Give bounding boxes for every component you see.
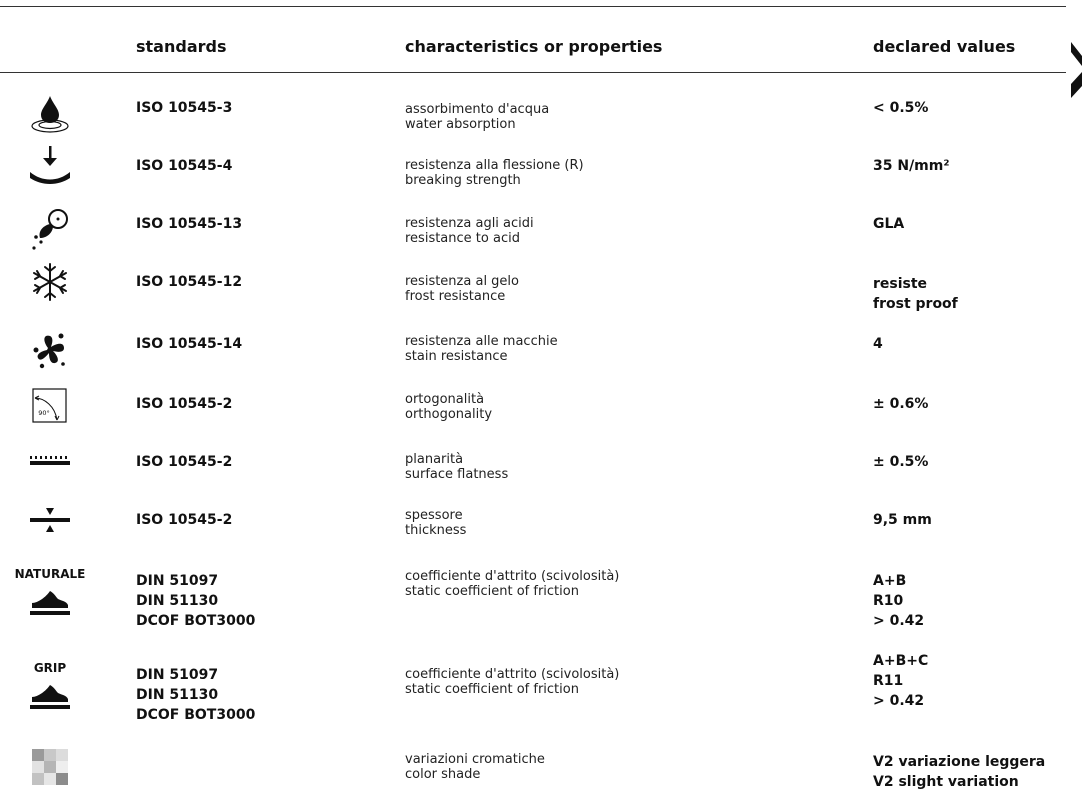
property-it: resistenza alle macchie	[405, 334, 558, 349]
property-en: breaking strength	[405, 173, 521, 188]
shoe-icon	[28, 683, 72, 711]
property-it: coefficiente d'attrito (scivolosità)	[405, 569, 620, 584]
standard: ISO 10545-2	[136, 396, 233, 412]
property-en: static coefficient of friction	[405, 682, 579, 697]
finish-label-grip: GRIP	[33, 661, 67, 675]
property-it: coefficiente d'attrito (scivolosità)	[405, 667, 620, 682]
property-it: variazioni cromatiche	[405, 752, 545, 767]
declared-value: R11	[873, 673, 904, 689]
standard: ISO 10545-12	[136, 274, 243, 290]
property-en: surface flatness	[405, 467, 509, 482]
color-shade-icon	[22, 749, 78, 785]
property-en: color shade	[405, 767, 481, 782]
property-en: orthogonality	[405, 407, 493, 422]
snowflake-icon	[22, 262, 78, 302]
declared-value: 35 N/mm²	[873, 158, 950, 174]
declared-value: R10	[873, 593, 904, 609]
property-en: thickness	[405, 523, 467, 538]
standard: DIN 51097	[136, 667, 219, 683]
standard: ISO 10545-14	[136, 336, 243, 352]
thickness-icon	[22, 506, 78, 536]
declared-value: resiste	[873, 276, 928, 292]
flatness-icon	[22, 452, 78, 472]
standard: ISO 10545-3	[136, 100, 233, 116]
property-en: stain resistance	[405, 349, 508, 364]
standard: DIN 51130	[136, 593, 219, 609]
standard: ISO 10545-2	[136, 512, 233, 528]
standard: ISO 10545-4	[136, 158, 233, 174]
property-it: resistenza alla flessione (R)	[405, 158, 584, 173]
property-en: resistance to acid	[405, 231, 520, 246]
corner-mark	[1071, 42, 1082, 98]
standard: ISO 10545-13	[136, 216, 243, 232]
declared-value: V2 slight variation	[873, 774, 1019, 790]
property-en: water absorption	[405, 117, 516, 132]
breaking-strength-icon	[22, 144, 78, 186]
standard: DCOF BOT3000	[136, 613, 256, 629]
acid-icon	[22, 206, 78, 250]
declared-value: > 0.42	[873, 613, 925, 629]
header-characteristics: characteristics or properties	[405, 37, 663, 56]
declared-value: ± 0.6%	[873, 396, 929, 412]
property-it: spessore	[405, 508, 463, 523]
declared-value: 9,5 mm	[873, 512, 932, 528]
header-standards: standards	[136, 37, 227, 56]
property-it: resistenza agli acidi	[405, 216, 534, 231]
standard: DCOF BOT3000	[136, 707, 256, 723]
standard: DIN 51130	[136, 687, 219, 703]
standard: ISO 10545-2	[136, 454, 233, 470]
stain-icon	[22, 330, 78, 370]
declared-value: > 0.42	[873, 693, 925, 709]
declared-value: A+B	[873, 573, 907, 589]
property-it: assorbimento d'acqua	[405, 102, 550, 117]
standard: DIN 51097	[136, 573, 219, 589]
declared-value: frost proof	[873, 296, 958, 312]
grip-label-group	[4, 661, 96, 711]
top-rule	[0, 6, 1066, 7]
water-drop-icon	[22, 94, 78, 134]
header-declared-values: declared values	[873, 37, 1016, 56]
orthogonality-icon	[22, 386, 78, 426]
shoe-icon	[28, 589, 72, 617]
property-en: frost resistance	[405, 289, 506, 304]
declared-value: ± 0.5%	[873, 454, 929, 470]
angle-label: 90°	[38, 409, 50, 417]
header-rule	[0, 72, 1066, 73]
declared-value: V2 variazione leggera	[873, 754, 1046, 770]
property-it: resistenza al gelo	[405, 274, 519, 289]
property-it: planarità	[405, 452, 464, 467]
declared-value: < 0.5%	[873, 100, 929, 116]
declared-value: 4	[873, 336, 883, 352]
naturale-label-group	[4, 567, 96, 617]
declared-value: GLA	[873, 216, 905, 232]
property-it: ortogonalità	[405, 392, 485, 407]
property-en: static coefficient of friction	[405, 584, 579, 599]
declared-value: A+B+C	[873, 653, 929, 669]
finish-label-naturale: NATURALE	[14, 567, 86, 581]
